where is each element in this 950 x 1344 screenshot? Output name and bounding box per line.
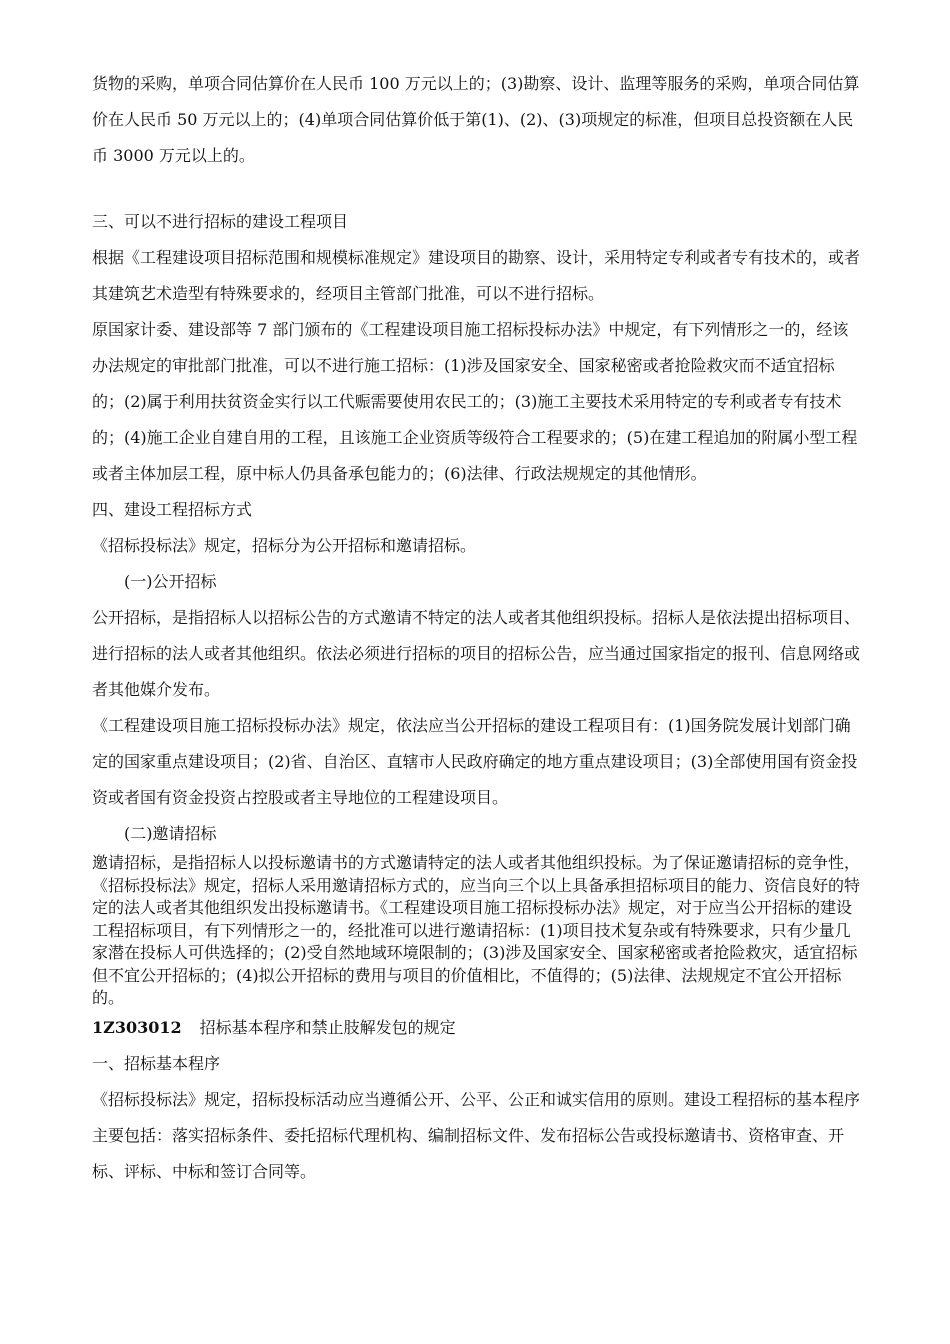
paragraph-procurement-thresholds: 货物的采购，单项合同估算价在人民币 100 万元以上的；(3)勘察、设计、监理等服务的采购，单项合同估算价在人民币 50 万元以上的；(4)单项合同估算价低于第(1)、(2)、(3)项规定的标准，但项目总投资额在人民币 3000 万元以上的。 [92,74,860,165]
section-code: 1Z303012 [92,1017,182,1037]
heading-bidding-methods: 四、建设工程招标方式 [92,500,253,519]
heading-basic-procedure: 一、招标基本程序 [92,1053,221,1073]
paragraph-open-bidding-definition: 公开招标，是指招标人以招标公告的方式邀请不特定的法人或者其他组织投标。招标人是依法提出招标项目、进行招标的法人或者其他组织。依法必须进行招标的项目的招标公告，应当通过国家指定的报刊、信息网络或者其他媒介发布。 [92,608,861,699]
section-heading [92,1010,862,1046]
heading-exempt-projects: 三、可以不进行招标的建设工程项目 [92,212,349,231]
paragraph-bidding-types: 《招标投标法》规定，招标分为公开招标和邀请招标。 [92,536,477,555]
paragraph-exempt-construction: 原国家计委、建设部等 7 部门颁布的《工程建设项目施工招标投标办法》中规定，有下列情形之一的，经该办法规定的审批部门批准，可以不进行施工招标：(1)涉及国家安全、国家秘密或者抢险救灾而不适宜招标的；(2)属于利用扶贫资金实行以工代赈需要使用农民工的；(3)施工主要技术采用特定的专利或者专有技术的；(4)施工企业自建自用的工程，且该施工企业资质等级符合工程要求的；(5)在建工程追加的附属小型工程或者主体加层工程，原中标人仍具备承包能力的；(6)法律、行政法规规定的其他情形。 [92,320,858,483]
paragraph-open-bidding-projects: 《工程建设项目施工招标投标办法》规定，依法应当公开招标的建设工程项目有：(1)国务院发展计划部门确定的国家重点建设项目；(2)省、自治区、直辖市人民政府确定的地方重点建设项目；(3)全部使用国有资金投资或者国有资金投资占控股或者主导地位的工程建设项目。 [92,716,858,807]
paragraph-invited-bidding: 邀请招标，是指招标人以投标邀请书的方式邀请特定的法人或者其他组织投标。为了保证邀请招标的竞争性，《招标投标法》规定，招标人采用邀请招标方式的，应当向三个以上具备承担招标项目的能力、资信良好的特定的法人或者其他组织发出投标邀请书。《工程建设项目施工招标投标办法》规定，对于应当公开招标的建设工程招标项目，有下列情形之一的，经批准可以进行邀请招标：(1)项目技术复杂或有特殊要求，只有少量几家潜在投标人可供选择的；(2)受自然地域环境限制的；(3)涉及国家安全、国家秘密或者抢险救灾，适宜招标但不宜公开招标的；(4)拟公开招标的费用与项目的价值相比，不值得的；(5)法律、法规规定不宜公开招标的。 [92,853,861,1007]
spacer [92,174,862,204]
subheading-invited-bidding: (二)邀请招标 [124,824,217,843]
section-title: 招标基本程序和禁止肢解发包的规定 [199,1017,456,1037]
paragraph-basic-procedure: 《招标投标法》规定，招标投标活动应当遵循公开、公平、公正和诚实信用的原则。建设工程招标的基本程序主要包括：落实招标条件、委托招标代理机构、编制招标文件、发布招标公告或投标邀请书、资格审查、开标、评标、中标和签订合同等。 [92,1089,861,1181]
subheading-open-bidding: (一)公开招标 [124,572,217,591]
paragraph-exempt-by-regulation: 根据《工程建设项目招标范围和规模标准规定》建设项目的勘察、设计，采用特定专利或者专有技术的，或者其建筑艺术造型有特殊要求的，经项目主管部门批准，可以不进行招标。 [92,248,861,303]
document-page [92,66,862,1190]
